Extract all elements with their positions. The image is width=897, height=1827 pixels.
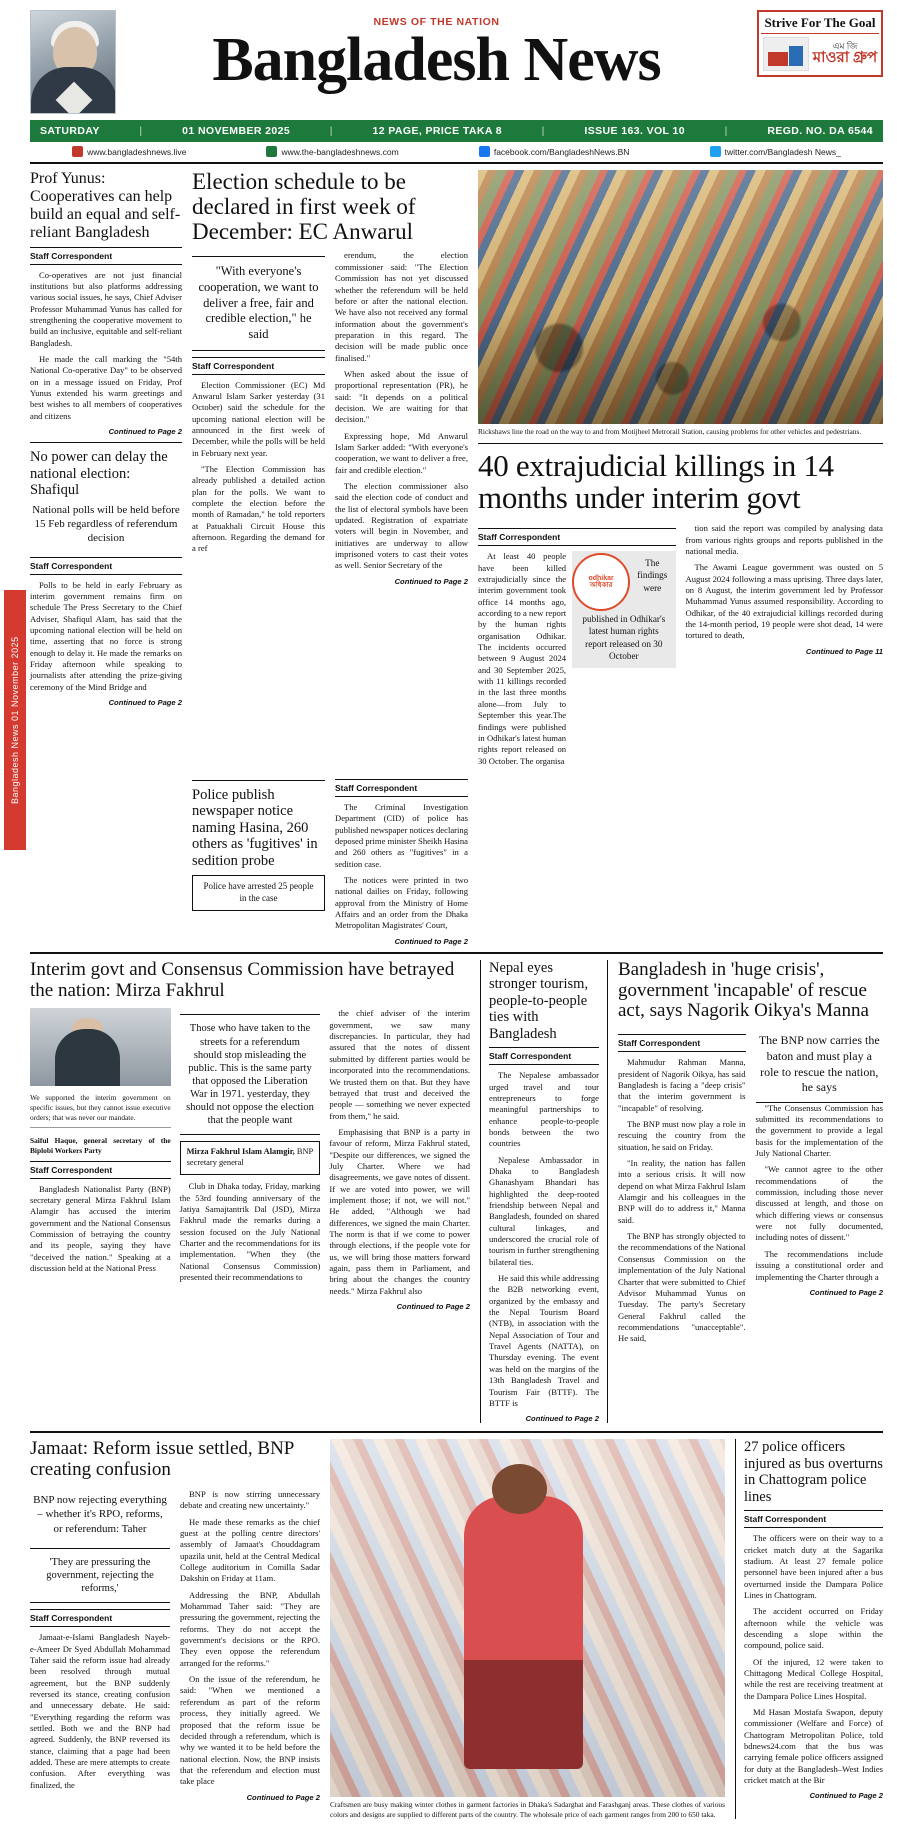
jamaat-standfirst: BNP now rejecting everything – whether it's RPO, reforms, or referendum: Taher	[33, 1493, 167, 1535]
lead-continued[interactable]: Continued to Page 2	[394, 576, 468, 586]
betray-pullquote: Those who have taken to the streets for a referendum should stop misleading the public. This is the same party that opposed the Liberation War in 1971. yesterday, they should not oppose the election that the people want	[180, 1014, 321, 1135]
betray-para-4: Emphasising that BNP is a party in favour of reform, Mirza Fakhrul stated, "Despite our differences, we signed the July Charter. Where we had disagreements, we gave notes of dissent. If we are voted into power, we will implement those; if not, we will not." He added, "Although we had differences, we signed the main Charter. The norm is that if we come to power through elections, if the people vote for us, we will bring those matters forward again, pass them in Parliament, and bring about the changes the country needs." Mirza Fakhrul also	[329, 1126, 470, 1296]
edition-issue: ISSUE 163. VOL 10	[584, 125, 685, 137]
nepal-byline: Staff Correspondent	[489, 1047, 599, 1065]
social-links-bar	[30, 142, 883, 164]
crisis-continued[interactable]: Continued to Page 2	[809, 1287, 883, 1297]
link-facebook-label: facebook.com/BangladeshNews.BN	[493, 146, 630, 157]
masthead	[30, 10, 883, 114]
crisis-para-4: The BNP has strongly objected to the recommendations of the National Consensus Commission on the implementation of the July National Charter that were submitted to Chief Advisor Muhammad Yunus on Tuesday. The party's Secretary General Fakhrul called the recommendations "unacceptable". He said,	[618, 1231, 746, 1344]
main-story-para-1: At least 40 people have been killed extrajudicially since the interim government took office 14 months ago, according to a new report by the human rights organisation Odhikar. The incidents occurred between 9 August 2024 and 30 September 2025, with 11 killings recorded in the last three months alone—from July to September this year.The findings were published in Odhikar's latest human rights report released on 30 October. The organisa	[478, 551, 567, 766]
main-story-para-2: tion said the report was compiled by analysing data from various rights groups and reports published in the national media.	[685, 523, 883, 557]
main-story-byline: Staff Correspondent	[478, 528, 676, 546]
chattogram-para-1: The officers were on their way to a cricket match duty at the Sagarika stadium. At least 27 female police personnel have been injured after a bus overturned inside the Dampara Police Lines in Chattogram.	[744, 1533, 883, 1600]
lead-para-5: Expressing hope, Md Anwarul Islam Sarker added: "With everyone's cooperation, we want to deliver a free, fair and credible election."	[335, 430, 468, 475]
garment-photo	[330, 1439, 725, 1797]
main-story-para-3: The Awami League government was ousted on 5 August 2024 following a mass uprising. Three days later, on 8 August, the interim government led by Professor Muhammad Yunus assumed responsibility. According to Odhikar, of the 40 extrajudicial killings recorded during the 14-month period, 19 people were shot dead, 14 were tortured to death,	[685, 562, 883, 641]
link-live[interactable]	[72, 146, 186, 157]
betray-quote-name: Mirza Fakhrul Islam Alamgir,	[186, 1147, 295, 1157]
edition-info-bar	[30, 120, 883, 142]
story-shafiqul-para-1: Polls to be held in early February as interim government remains firm on schedule The Press Secretary to the Chief Adviser, Shafiqul Alam, has said that the upcoming national election will be held on time, asserting that no force is strong enough to delay it. He made the remarks on Friday afternoon while speaking to journalists after attending the prize-giving ceremony of the Mind Bridge and	[30, 579, 182, 692]
police-notice-left	[192, 774, 325, 946]
crisis-story	[618, 960, 883, 1424]
garment-photo-block	[330, 1439, 725, 1819]
bottom-section	[30, 1439, 883, 1819]
police-notice-section	[30, 774, 883, 946]
masthead-advertisement[interactable]	[757, 10, 883, 77]
chattogram-para-2: The accident occurred on Friday afternoon while the vehicle was descending a slope within the compound, police said.	[744, 1606, 883, 1651]
lead-byline: Staff Correspondent	[192, 357, 325, 375]
traffic-photo-caption: Rickshaws line the road on the way to and from Motijheel Metrorail Station, causing problems for other vehicles and pedestrians.	[478, 427, 862, 436]
story-yunus-headline[interactable]: Prof Yunus: Cooperatives can help build an equal and self-reliant Bangladesh	[30, 170, 181, 241]
divider: |	[541, 125, 545, 137]
police-notice-para-2: The notices were printed in two national dailies on Friday, following approval from the Ministry of Home Affairs and an order from the Dhaka Metropolitan Magistrates' Court,	[335, 874, 468, 931]
crisis-para-5: "The Consensus Commission has submitted its recommendations to the government to provide a legal basis for the implementation of the July National Charter.	[755, 1102, 883, 1159]
jamaat-col-2	[180, 1489, 320, 1802]
lead-para-2: "The Election Commission has already published a detailed action plan for the polls. We want to complete the election before the month of Ramadan," he told reporters at Patuakhali Circuit House this afternoon. Regarding the demand for a ref	[192, 464, 325, 554]
story-shafiqul-headline[interactable]: No power can delay the national election: Shafiqul	[30, 449, 168, 499]
jamaat-para-5: On the issue of the referendum, he said: "When we mentioned a referendum as part of the reform process, they initially agreed. We proposed that the reform issue be decided through a referendum, which is why we wanted it to be held before the national election. Now, the BNP insists that the referendum and election must take place	[180, 1674, 320, 1787]
betray-story-headline[interactable]: Interim govt and Consensus Commission have betrayed the nation: Mirza Fakhrul	[30, 958, 455, 1001]
chattogram-continued[interactable]: Continued to Page 2	[809, 1791, 883, 1801]
live-icon	[72, 146, 83, 157]
ad-slogan: Strive For The Goal	[761, 15, 879, 34]
masthead-kicker: NEWS OF THE NATION	[373, 16, 500, 28]
police-notice-byline: Staff Correspondent	[335, 779, 468, 797]
crisis-standfirst: The BNP now carries the baton and must play a role to rescue the nation, he says	[756, 1029, 884, 1102]
ad-logo-icon	[763, 37, 809, 71]
jamaat-para-3: He made these remarks as the chief guest at the polling centre directors' assembly of Jamaat's Chouddagram upazila unit, held at the Central Medical College auditorium in Comilla Sadar Dakshin on Friday at 11am.	[180, 1516, 320, 1584]
nepal-story-headline[interactable]: Nepal eyes stronger tourism, people-to-people ties with Bangladesh	[489, 959, 589, 1042]
link-live-label: www.bangladeshnews.live	[87, 146, 187, 157]
middle-section	[30, 960, 883, 1424]
crisis-para-3: "In reality, the nation has fallen into a serious crisis. It will now depend on what Mirza Fakhrul Islam Alamgir and his colleagues in the BNP will do to address it," Manna said.	[618, 1158, 746, 1225]
story-yunus-continued[interactable]: Continued to Page 2	[108, 427, 182, 437]
lead-col-2	[335, 250, 468, 585]
jamaat-story-headline[interactable]: Jamaat: Reform issue settled, BNP creating confusion	[30, 1438, 294, 1481]
lead-pullquote: "With everyone's cooperation, we want to deliver a free, fair and credible election," he said	[192, 256, 325, 350]
jamaat-col-1	[30, 1489, 170, 1802]
ad-brand: এম জি মাওরা গ্রুপ	[812, 41, 878, 66]
police-notice-right	[335, 774, 468, 946]
twitter-icon	[710, 146, 721, 157]
edition-spine: Bangladesh News 01 November 2025	[4, 590, 26, 850]
nepal-para-1: The Nepalese ambassador urged travel and tour entrepreneurs to forge meaningful partnerships to enhance people-to-people bonds between the two countries	[489, 1070, 599, 1149]
odhikar-logo-line1: odhikar	[588, 574, 614, 582]
betray-photo-credit: Saiful Haque, general secretary of the Biplobi Workers Party	[30, 1136, 171, 1155]
jamaat-story	[30, 1439, 320, 1819]
betray-quote-role: BNP secretary general	[186, 1147, 313, 1168]
lead-para-4: When asked about the issue of proportional representation (PR), he said: "It depends on a political decision. We are waiting for that decision."	[335, 368, 468, 425]
betray-col-2	[180, 1008, 321, 1311]
story-shafiqul-byline: Staff Correspondent	[30, 557, 182, 575]
left-column	[30, 170, 182, 772]
story-yunus-byline: Staff Correspondent	[30, 247, 182, 265]
chattogram-byline: Staff Correspondent	[744, 1510, 883, 1528]
edition-pages-price: 12 PAGE, PRICE TAKA 8	[372, 125, 503, 137]
edition-date: 01 NOVEMBER 2025	[182, 125, 291, 137]
betray-byline: Staff Correspondent	[30, 1161, 171, 1179]
betray-col-3	[329, 1008, 470, 1311]
crisis-byline: Staff Correspondent	[618, 1034, 746, 1052]
lead-para-6: The election commissioner also said the election code of conduct and the list of electoral symbols have been updated. Registration of expatriate voters will begin in November, and initiatives are underway to allow imprisoned voters to cast their votes as well. Senior Secretary of the	[335, 481, 468, 571]
story-yunus-para-1: Co-operatives are not just financial institutions but also platforms addressing various social issues, he says, Chief Adviser Professor Muhammad Yunus has called for strengthening the cooperative movement to build an inclusive, equitable and self-reliant Bangladesh.	[30, 269, 182, 348]
chattogram-para-4: Md Hasan Mostafa Swapon, deputy commissioner (Welfare and Force) of Chattogram Metropolitan Police, told bdnews24.com that the bus was carrying female police officers assigned for duty at the Bangladesh–West Indies cricket match at the Bir	[744, 1707, 883, 1786]
betray-quote-attribution	[180, 1141, 321, 1175]
divider: |	[724, 125, 728, 137]
crisis-col-2	[756, 1029, 884, 1349]
web-icon	[266, 146, 277, 157]
lead-story-headline[interactable]: Election schedule to be declared in first week of December: EC Anwarul	[192, 169, 416, 244]
story-yunus-para-2: He made the call marking the "54th National Co-operative Day" to be observed on in a message issued on Friday, Prof Yunus extended his warm greetings and best wishes to all members of cooperatives and citizens	[30, 354, 182, 421]
betray-para-3: the chief adviser of the interim government, we saw many discrepancies. In particular, they had assured that the notes of dissent submitted by different parties would be incorporated into the recommendations. We trusted them on that. But they have betrayed that trust and deceived the people — something we never expected from them," he said.	[329, 1008, 470, 1121]
betray-col-1	[30, 1008, 171, 1311]
nepal-story	[480, 960, 608, 1424]
jamaat-continued[interactable]: Continued to Page 2	[246, 1792, 320, 1802]
betray-para-1: Bangladesh Nationalist Party (BNP) secretary general Mirza Fakhrul Islam Alamgir has accused the interim government and the National Consensus Commission of betraying the country and its people, saying they have "deceived the nation." Speaking at a discussion held at the National Press	[30, 1183, 171, 1273]
jamaat-para-2: BNP is now stirring unnecessary debate and creating new uncertainty."	[180, 1488, 320, 1511]
betray-photo-caption: We supported the interim government on specific issues, but they cannot issue executive orders; that was never our mandate.	[30, 1093, 171, 1122]
crisis-para-7: The recommendations include issuing a constitutional order and implementing the Charter through a	[755, 1248, 883, 1282]
garment-photo-caption: Craftsmen are busy making winter clothes in garment factories in Dhaka's Sadarghat and Farashganj areas. These clothes of various colors and designs are supplied to different parts of the country. The wholesale price of each garment ranges from 200 to 650 taka.	[330, 1800, 725, 1819]
story-shafiqul-continued[interactable]: Continued to Page 2	[108, 697, 182, 707]
link-website-label: www.the-bangladeshnews.com	[281, 146, 399, 157]
masthead-center	[122, 10, 751, 94]
link-website[interactable]	[266, 146, 398, 157]
link-facebook[interactable]	[479, 146, 630, 157]
nepal-para-3: He said this while addressing the B2B networking event, organized by the embassy and the Nepal Tourism Board (NTB), in association with the Nepal Association of Tour and Travel Agents (NATTA), on Thursday evening. The event was held on the margins of the 13th Bangladesh Travel and Tourism Fair (BTTF). The BTTF is	[489, 1273, 599, 1408]
chattogram-story	[735, 1439, 883, 1819]
chattogram-story-headline[interactable]: 27 police officers injured as bus overturns in Chattogram police lines	[744, 1439, 883, 1505]
crisis-story-headline[interactable]: Bangladesh in 'huge crisis', government 'incapable' of rescue act, says Nagorik Oikya's Manna	[618, 958, 869, 1022]
jamaat-para-4: Addressing the BNP, Abdullah Mohammad Taher said: "They are pressuring the government, rejecting the reforms. They do not accept the government's decisions or the RPO. They even oppose the referendum arranged for the reforms."	[180, 1589, 320, 1668]
odhikar-logo-line2: অধিকার	[589, 582, 613, 590]
betray-para-2: Club in Dhaka today, Friday, marking the 53rd founding anniversary of the Jatiya Samajtantrik Dal (JSD), Mirza Fakhrul made the remarks during a session focused on the July National Charter and the recommendations for its implementation. "When they (the National Consensus Commission) presented their recommendations to	[179, 1181, 321, 1283]
link-twitter-label: twitter.com/Bangladesh News_	[724, 146, 841, 157]
crisis-para-2: The BNP must now play a role in rescuing the country from the situation, he said on Friday.	[618, 1119, 746, 1152]
lead-para-3: erendum, the election commissioner said: "The Election Commission has not yet discussed whether the referendum will be held before or after the national election. We have also not received any formal information about the government's preparation in this regard. The decision will be made public once finalised."	[335, 250, 468, 363]
police-notice-para-1: The Criminal Investigation Department (CID) of police has published newspaper notices declaring deposed prime minister Sheikh Hasina and 260 others as "fugitives" in a sedition case.	[335, 801, 468, 869]
page-title: Bangladesh News	[212, 26, 661, 94]
divider: |	[329, 125, 333, 137]
jamaat-para-1: Jamaat-e-Islami Bangladesh Nayeb-e-Ameer Dr Syed Abdullah Mohammad Taher said the reform issue had already been resolved through mutual agreement, but the BNP suddenly reversed its stance, creating confusion and unnecessary debate. He said: "Everything regarding the reform was settled. Both we and the BNP had agreed. Suddenly, the BNP reversed its stance, claiming that a page had been added. These are mere attempts to create confusion. After everything was finalized, the	[30, 1632, 170, 1790]
link-twitter[interactable]	[710, 146, 841, 157]
ad-brand-sub: এম জি	[832, 41, 858, 51]
crisis-col-1	[618, 1029, 746, 1349]
main-col-2	[686, 523, 884, 772]
edition-day: SATURDAY	[40, 125, 100, 137]
right-column	[478, 170, 883, 772]
nepal-continued[interactable]: Continued to Page 2	[525, 1414, 599, 1424]
police-notice-boxed: Police have arrested 25 people in the case	[192, 875, 325, 910]
betray-story	[30, 960, 470, 1424]
police-notice-headline[interactable]: Police publish newspaper notice naming Hasina, 260 others as 'fugitives' in sedition probe	[192, 786, 318, 869]
main-col-1	[478, 523, 676, 772]
nepal-para-2: Nepalese Ambassador in Dhaka to Bangladesh Ghanashyam Bhandari has highlighted the deep-rooted friendship between Nepal and Bangladesh, founded on shared cultural linkages, and underscored the crucial role of tourism in further strengthening bilateral ties.	[489, 1154, 599, 1267]
facebook-icon	[479, 146, 490, 157]
police-notice-continued[interactable]: Continued to Page 2	[394, 936, 468, 946]
jamaat-byline: Staff Correspondent	[30, 1609, 170, 1627]
jamaat-pullquote: 'They are pressuring the government, rejecting the reforms,'	[30, 1548, 170, 1603]
crisis-para-1: Mahmudur Rahman Manna, president of Nagorik Oikya, has said Bangladesh is facing a "deep crisis" that the interim government is "incapable" of resolving.	[618, 1057, 746, 1113]
main-story-continued[interactable]: Continued to Page 11	[805, 646, 883, 656]
lead-col-1	[192, 250, 325, 585]
lead-story	[192, 170, 468, 772]
crisis-para-6: "We cannot agree to the other recommendations of the commission, including those never discussed at length, and those on which differing views or consensus were not fully documented, including notes of dissent."	[755, 1164, 883, 1243]
edition-regd: REGD. NO. DA 6544	[767, 125, 873, 137]
betray-continued[interactable]: Continued to Page 2	[396, 1302, 470, 1312]
saiful-haque-photo	[30, 1008, 171, 1086]
chief-adviser-portrait	[30, 10, 116, 114]
lead-para-1: Election Commissioner (EC) Md Anwarul Islam Sarker yesterday (31 October) said the schedule for the upcoming national election will be announced in the first week of December, while the polls will be held in February next year.	[192, 379, 325, 458]
story-shafiqul-standfirst: National polls will be held before 15 Feb regardless of referendum decision	[32, 503, 180, 545]
chattogram-para-3: Of the injured, 12 were taken to Chittagong Medical College Hospital, while the rest are receiving treatment at the Dampara Police Lines Hospital.	[744, 1656, 883, 1701]
top-section	[30, 164, 883, 772]
traffic-photo	[478, 170, 883, 424]
main-story-callout: The findings were published in Odhikar's latest human rights report released on 30 October	[572, 551, 675, 668]
divider: |	[139, 125, 143, 137]
main-story-headline[interactable]: 40 extrajudicial killings in 14 months under interim govt	[478, 447, 834, 516]
